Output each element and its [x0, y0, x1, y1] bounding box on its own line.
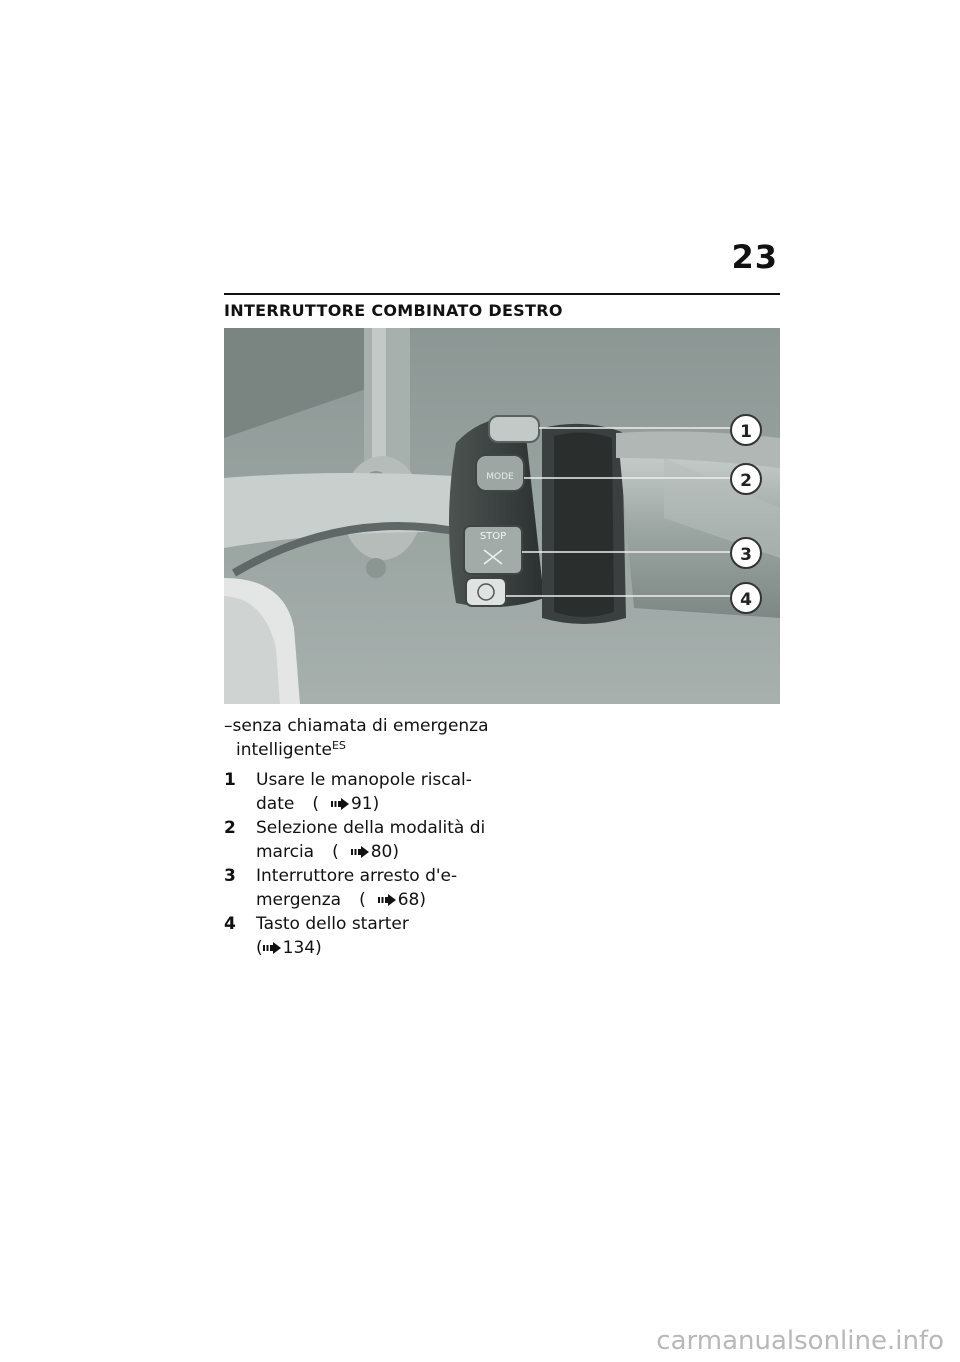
- legend-list: [224, 768, 524, 960]
- legend-item: [224, 816, 524, 864]
- callout-1-label: 1: [740, 422, 752, 442]
- page-number: 23: [731, 238, 778, 276]
- legend-text-line1: Tasto dello starter: [256, 914, 409, 934]
- legend-item: [224, 864, 524, 912]
- ref-paren: (: [312, 794, 319, 814]
- variant-note-line2: [224, 738, 524, 762]
- page-reference-arrow-icon: [331, 798, 349, 810]
- ref-paren: (: [332, 842, 339, 862]
- ref-paren: (: [359, 890, 366, 910]
- page-reference-arrow-icon: [263, 942, 281, 954]
- page-reference-arrow-icon: [351, 846, 369, 858]
- legend-text-line1: Selezione della modalità di: [256, 818, 486, 838]
- legend-text-line1: Interruttore arresto d'e-: [256, 866, 458, 886]
- page-reference[interactable]: 91): [350, 794, 380, 814]
- variant-note-text: intelligente: [236, 740, 332, 760]
- ref-paren: (: [256, 938, 263, 958]
- handlebar-switch-figure: [224, 328, 780, 704]
- callout-2-label: 2: [740, 471, 752, 491]
- legend-number: 3: [224, 866, 236, 886]
- legend-text-line2: date: [256, 794, 295, 814]
- page-reference[interactable]: 68): [397, 890, 426, 910]
- legend-item: [224, 912, 524, 960]
- variant-superscript: ES: [331, 739, 346, 752]
- variant-note: [224, 714, 524, 762]
- callout-4-label: 4: [740, 590, 752, 610]
- legend-text-line2: mergenza: [256, 890, 342, 910]
- callout-3-label: 3: [740, 545, 752, 565]
- legend-item: [224, 768, 524, 816]
- legend-number: 2: [224, 818, 236, 838]
- legend-text-line1: Usare le manopole riscal-: [256, 770, 472, 790]
- header-rule: [224, 293, 780, 295]
- handlebar-switch-illustration: [224, 328, 780, 704]
- mode-button-label: MODE: [486, 472, 514, 482]
- legend-text-line2: marcia: [256, 842, 315, 862]
- page-reference-arrow-icon: [378, 894, 396, 906]
- watermark: carmanualsonline.info: [656, 1326, 944, 1356]
- stop-button-label: STOP: [479, 531, 507, 542]
- page-reference[interactable]: 134): [282, 938, 322, 958]
- variant-note-line1: –senza chiamata di emergenza: [224, 716, 489, 736]
- section-title: INTERRUTTORE COMBINATO DESTRO: [224, 301, 563, 320]
- page-reference[interactable]: 80): [370, 842, 399, 862]
- legend-number: 1: [224, 770, 236, 790]
- legend-number: 4: [224, 914, 236, 934]
